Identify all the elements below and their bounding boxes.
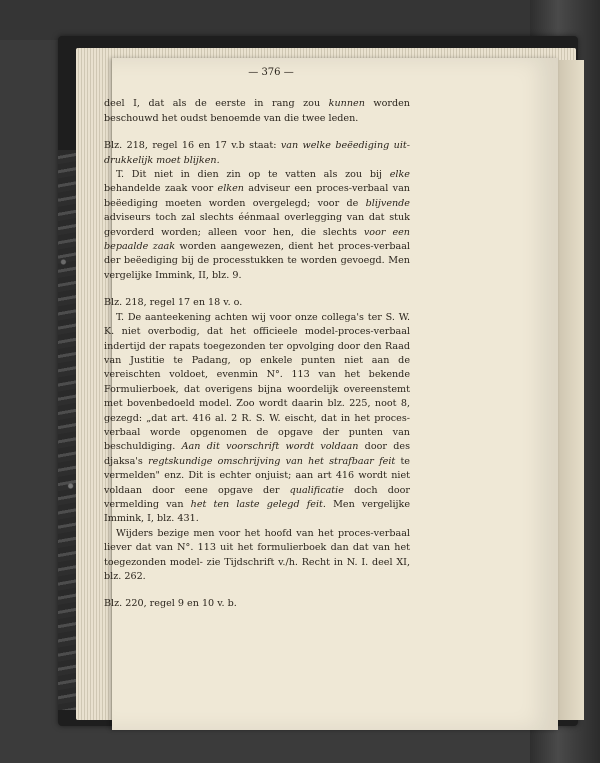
paragraph	[104, 139, 410, 168]
body-text: Blz. 218, regel 17 en 18 v. o.	[104, 297, 243, 309]
paragraph	[104, 296, 410, 310]
paragraph-gap	[104, 126, 410, 139]
facing-page-edge	[558, 60, 584, 720]
body-text: Blz. 218, regel 16 en 17 v.b staat:	[104, 140, 281, 152]
body-text: te vermelden" enz. Dit is echter onjuist; aan art 416 wordt niet voldaan door eene opgave der	[104, 455, 410, 496]
italic-text: kunnen	[328, 98, 365, 110]
body-text: worden beschouwd het oudst benoemde van die twee leden.	[104, 98, 410, 124]
body-text: behandelde zaak voor	[104, 183, 218, 195]
body-text: Men vergelijke Immink, I, blz. 431.	[104, 498, 410, 525]
paragraph-gap	[104, 584, 410, 597]
body-text: doch door vermelding van	[104, 484, 410, 510]
body-text: T. Dit niet in dien zin op te vatten als zou bij	[116, 169, 390, 181]
paragraphs	[104, 97, 410, 611]
body-text: Blz. 220, regel 9 en 10 v. b.	[104, 598, 237, 610]
page-number: — 376 —	[248, 67, 294, 78]
paragraph	[104, 168, 410, 283]
paragraph	[104, 597, 410, 611]
italic-text: regtskundige omschrijving van het strafbaar feit	[148, 455, 396, 467]
body-text: deel I, dat als de eerste in rang zou	[104, 98, 329, 110]
body-text: adviseurs toch zal slechts éénmaal overlegging van dat stuk gevorderd worden; alleen voor hen, die slechts	[104, 212, 410, 238]
body-text: door des djaksa's	[104, 441, 410, 467]
paragraph-gap	[104, 283, 410, 296]
background-top	[0, 0, 600, 40]
body-text: adviseur een proces-verbaal van beëediging moeten worden overgelegd; voor de	[104, 183, 410, 209]
page-content	[104, 66, 410, 612]
italic-text: qualificatie	[289, 484, 344, 496]
body-text: worden aangewezen, dient het proces-verbaal der beëediging bij de processtukken te worden gevoegd. Men vergelijke Immink, II, blz. 9.	[104, 241, 410, 281]
italic-text: elken	[217, 183, 244, 195]
italic-text: elke	[389, 169, 410, 181]
paragraph	[104, 97, 410, 126]
marbled-edge	[58, 150, 76, 710]
body-text: T. De aanteekening achten wij voor onze collega's ter S. W. K. niet overbodig, dat het officieele model-proces-verbaal indertijd der rapats toegezonden ter opvolging door den Raad van Justitie te Padang, op enkele punten niet aan de vereischten voldoet, evenmin N°. 113 van het bekende Formulierboek, dat overigens bijna woordelijk overeenstemt met bovenbedoeld model. Zoo wordt daarin blz. 225, noot 8, gezegd: „dat art. 416 al. 2 R. S. W. eischt, dat in het proces-verbaal worde opgenomen de opgave der punten van beschuldiging.	[104, 311, 410, 453]
italic-text: van welke beëediging uit-drukkelijk moet blijken.	[104, 140, 410, 166]
paragraph	[104, 527, 410, 585]
italic-text: Aan dit voorschrift wordt voldaan	[181, 441, 359, 453]
paragraph	[104, 311, 410, 527]
body-text: Wijders bezige men voor het hoofd van het proces-verbaal liever dat van N°. 113 uit het formulierboek dan dat van het toegezonden model- zie Tijdschrift v./h. Recht in N. I. deel XI, blz. 262.	[104, 527, 410, 582]
italic-text: het ten laste gelegd feit.	[190, 498, 326, 510]
italic-text: voor een bepaalde zaak	[104, 226, 410, 253]
italic-text: blijvende	[365, 197, 410, 209]
